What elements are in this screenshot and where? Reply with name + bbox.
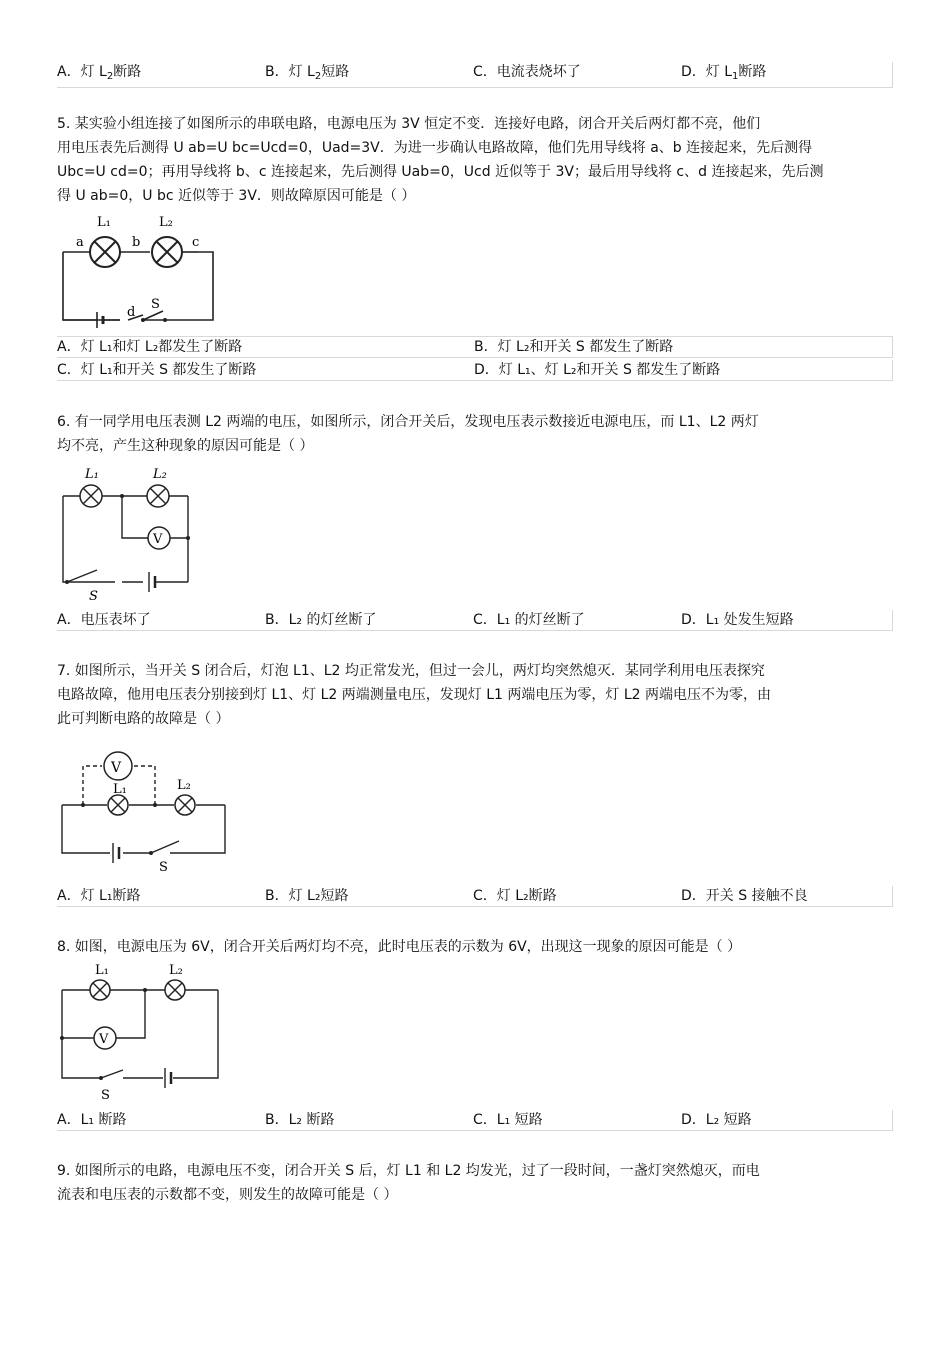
q6-lamp-l2 xyxy=(147,485,169,507)
q5-label-b: b xyxy=(132,235,141,250)
q8-option-b[interactable]: B．L₂ 断路 xyxy=(265,1112,335,1128)
q6-lamp-l1 xyxy=(80,485,102,507)
q6-option-c[interactable]: C．L₁ 的灯丝断了 xyxy=(473,612,585,628)
q8-option-a[interactable]: A．L₁ 断路 xyxy=(57,1112,127,1128)
q6-label-s: S xyxy=(89,589,98,602)
q8-lamp-l2 xyxy=(165,980,185,1000)
q8-voltmeter xyxy=(94,1027,116,1049)
q7-voltmeter xyxy=(104,752,132,780)
q6-circuit-diagram xyxy=(55,462,200,602)
q7-label-s: S xyxy=(159,860,168,875)
q5-text-line-1: 5. 某实验小组连接了如图所示的串联电路，电源电压为 3V 恒定不变．连接好电路，闭合开关后两灯都不亮，他们 xyxy=(57,116,761,132)
q9-text-line-1: 9. 如图所示的电路，电源电压不变，闭合开关 S 后，灯 L1 和 L2 均发光，过了一段时间，一盏灯突然熄灭，而电 xyxy=(57,1163,760,1179)
q5-lamp-l1 xyxy=(90,237,120,267)
q6-label-v: V xyxy=(153,532,163,547)
q8-switch xyxy=(99,1070,123,1080)
q8-option-d[interactable]: D．L₂ 短路 xyxy=(681,1112,752,1128)
q7-option-c[interactable]: C．灯 L₂断路 xyxy=(473,888,557,904)
q5-label-l1: L₁ xyxy=(97,215,111,230)
q5-option-b[interactable]: B．灯 L₂和开关 S 都发生了断路 xyxy=(474,339,674,355)
q7-text-line-1: 7. 如图所示，当开关 S 闭合后，灯泡 L1、L2 均正常发光，但过一会儿，两灯均突然熄灭．某同学利用电压表探究 xyxy=(57,663,765,679)
q4-option-a[interactable]: A．灯 $L_2$断路 xyxy=(57,64,142,82)
q7-lamp-l2 xyxy=(175,795,195,815)
q5-option-a[interactable]: A．灯 L₁和灯 L₂都发生了断路 xyxy=(57,339,243,355)
q7-battery xyxy=(113,843,119,863)
q6-text-line-1: 6. 有一同学用电压表测 L2 两端的电压，如图所示，闭合开关后，发现电压表示数接近电源电压，而 L1、L2 两灯 xyxy=(57,414,759,430)
q6-options xyxy=(57,610,893,631)
q7-option-a[interactable]: A．灯 L₁断路 xyxy=(57,888,141,904)
q8-label-s: S xyxy=(101,1088,110,1103)
q5-label-c: c xyxy=(192,235,200,250)
q6-text-line-2: 均不亮，产生这种现象的原因可能是（ ） xyxy=(57,438,314,454)
q5-option-c[interactable]: C．灯 L₁和开关 S 都发生了断路 xyxy=(57,362,257,378)
q7-label-v: V xyxy=(111,760,122,776)
q7-circuit-diagram xyxy=(55,745,235,877)
q8-lamp-l1 xyxy=(90,980,110,1000)
q5-label-d: d xyxy=(127,305,136,320)
q5-label-s: S xyxy=(151,297,160,312)
q6-label-l2: L₂ xyxy=(153,467,167,482)
q4-option-d[interactable]: D．灯 $L_1$断路 xyxy=(681,64,767,82)
q5-lamp-l2 xyxy=(152,237,182,267)
q8-option-c[interactable]: C．L₁ 短路 xyxy=(473,1112,543,1128)
q5-label-a: a xyxy=(76,235,84,250)
q6-label-l1: L₁ xyxy=(85,467,99,482)
q7-text-line-2: 电路故障，他用电压表分别接到灯 L1、灯 L2 两端测量电压，发现灯 L1 两端电压为零，灯 L2 两端电压不为零，由 xyxy=(57,687,771,703)
q8-label-v: V xyxy=(99,1032,109,1047)
q9-text-line-2: 流表和电压表的示数都不变，则发生的故障可能是（ ） xyxy=(57,1187,398,1203)
q5-text-line-4: 得 U ab=0，U bc 近似等于 3V．则故障原因可能是（ ） xyxy=(57,188,416,204)
q8-label-l2: L₂ xyxy=(169,963,183,978)
q5-circuit-diagram xyxy=(55,212,220,330)
q5-text-line-3: Ubc=U cd=0；再用导线将 b、c 连接起来，先后测得 Uab=0，Ucd 近似等于 3V；最后用导线将 c、d 连接起来，先后测 xyxy=(57,164,824,180)
q7-lamp-l1 xyxy=(108,795,128,815)
q7-label-l2: L₂ xyxy=(177,778,191,793)
q4-option-c[interactable]: C．电流表烧坏了 xyxy=(473,64,581,80)
q8-circuit-diagram xyxy=(55,958,230,1103)
q8-label-l1: L₁ xyxy=(95,963,109,978)
q6-option-b[interactable]: B．L₂ 的灯丝断了 xyxy=(265,612,377,628)
q4-options xyxy=(57,62,893,88)
q7-options xyxy=(57,886,893,907)
q5-options-row-1 xyxy=(57,336,893,358)
q5-options-row-2 xyxy=(57,360,893,381)
q5-option-d[interactable]: D．灯 L₁、灯 L₂和开关 S 都发生了断路 xyxy=(474,362,721,378)
q5-text-line-2: 用电压表先后测得 U ab=U bc=Ucd=0，Uad=3V．为进一步确认电路故障，他们先用导线将 a、b 连接起来，先后测得 xyxy=(57,140,813,156)
q7-label-l1: L₁ xyxy=(113,782,127,797)
q6-option-a[interactable]: A．电压表坏了 xyxy=(57,612,151,628)
q4-option-b[interactable]: B．灯 $L_2$短路 xyxy=(265,64,350,82)
q6-battery xyxy=(149,572,155,592)
q7-option-d[interactable]: D．开关 S 接触不良 xyxy=(681,888,808,904)
q8-battery xyxy=(165,1068,171,1088)
q7-option-b[interactable]: B．灯 L₂短路 xyxy=(265,888,349,904)
q8-options xyxy=(57,1110,893,1131)
q6-voltmeter xyxy=(148,527,170,549)
q6-option-d[interactable]: D．L₁ 处发生短路 xyxy=(681,612,794,628)
q8-text-line-1: 8. 如图，电源电压为 6V，闭合开关后两灯均不亮，此时电压表的示数为 6V，出现这一现象的原因可能是（ ） xyxy=(57,939,742,955)
q5-label-l2: L₂ xyxy=(159,215,173,230)
q7-text-line-3: 此可判断电路的故障是（ ） xyxy=(57,711,230,727)
